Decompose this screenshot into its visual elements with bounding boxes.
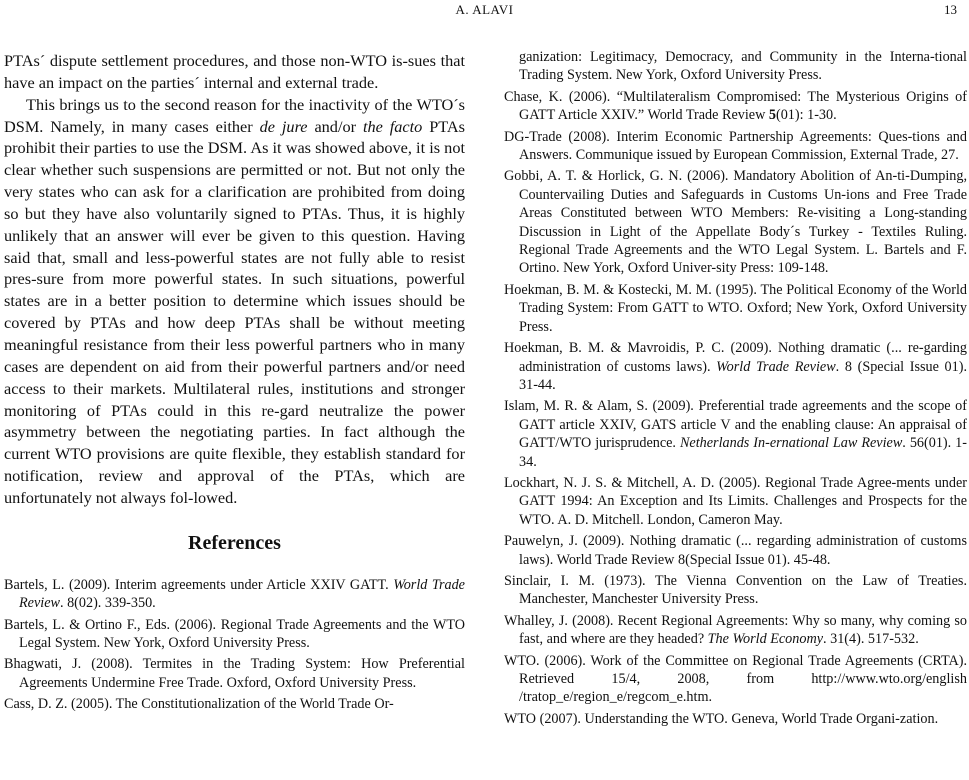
paragraph-italic-text: de jure	[259, 116, 308, 136]
reference-text: Pauwelyn, J. (2009). Nothing dramatic (... regarding administration of customs laws). World Trade Review 8(Special Issue 01). 45-48.	[504, 533, 967, 568]
reference-text: WTO. (2006). Work of the Committee on Regional Trade Agreements (CRTA). Retrieved 15/4, 2008, from http://www.wto.org/english /tratop_e/region_e/regcom_e.htm.	[504, 652, 967, 706]
reference-continuation: ganization: Legitimacy, Democracy, and Community in the Interna-tional Trading System. New York, Oxford University Press.	[519, 49, 967, 84]
paragraph-text: and/or	[307, 116, 363, 136]
reference-text: Bartels, L. (2009). Interim agreements under Article XXIV GATT.	[4, 576, 394, 593]
left-column	[4, 50, 465, 717]
reference-text: (01): 1-30.	[775, 107, 837, 124]
reference-entry	[504, 339, 967, 394]
reference-entry	[504, 612, 967, 649]
reference-entry	[504, 572, 967, 609]
reference-journal: World Trade Review	[19, 576, 465, 612]
reference-entry	[4, 576, 465, 613]
reference-entry	[4, 655, 465, 692]
reference-text: Whalley, J. (2008). Recent Regional Agreements: Why so many, why coming so fast, and where are they headed?	[504, 612, 967, 648]
reference-text: WTO (2007). Understanding the WTO. Geneva, World Trade Organi-zation.	[504, 710, 939, 727]
reference-entry	[4, 616, 465, 653]
reference-journal: Netherlands In-ernational Law Review	[679, 435, 903, 452]
reference-entry	[504, 88, 967, 125]
reference-entry	[504, 281, 967, 336]
reference-text: . 8(02). 339-350.	[59, 595, 156, 612]
running-header-author: A. ALAVI	[455, 2, 514, 17]
reference-text: Lockhart, N. J. S. & Mitchell, A. D. (2005). Regional Trade Agree-ments under GATT 1994: An Exception and Its Limits. Challenges and Prospects for the WTO. A. D. Mitchell. London, Cameron May.	[504, 474, 967, 528]
reference-text: Sinclair, I. M. (1973). The Vienna Convention on the Law of Treaties. Manchester, Manchester University Press.	[504, 572, 967, 608]
reference-journal: World Trade Review	[716, 358, 836, 375]
reference-text: Islam, M. R. & Alam, S. (2009). Preferential trade agreements and the scope of GATT article XXIV, GATS article V and the enabling clause: An appraisal of GATT/WTO jurisprudence.	[504, 398, 967, 452]
reference-text: Chase, K. (2006). “Multilateralism Compromised: The Mysterious Origins of GATT Article XXIV.” World Trade Review	[504, 88, 967, 124]
paragraph-text: PTAs prohibit their parties to use the DSM. As it was showed above, it is not clear whether such suspensions are permitted or not. But not only the very states who can ask for a clarification are prohibited from doing so but they have also voluntarily signed to PTAs. Thus, it is highly unlikely that an answer will ever be given to this question. Having said that, small and less-powerful states are not fully able to resist pres-sure from more powerful states. In such situations, powerful states are in a better position to determine which issues should be covered by PTAs and how deep PTAs shall be without meeting meaningful resistance from their less powerful partners who in many cases are dependent on aid from their powerful partners and/or need access to their markets. Multilateral rules, institutions and stronger monitoring of PTAs could in this re-gard neutralize the power asymmetry between the negotiating parties. In fact although the current WTO provisions are quite flexible, they establish standard for notification, review and approval of the PTAs, which are unfortunately not always fol-lowed.	[4, 116, 466, 507]
reference-volume: 5	[768, 107, 776, 124]
reference-entry	[4, 695, 465, 713]
paragraph-italic-text: the facto	[362, 116, 423, 136]
reference-text: Hoekman, B. M. & Kostecki, M. M. (1995). The Political Economy of the World Trading System: From GATT to WTO. Oxford; New York, Oxford University Press.	[504, 281, 967, 335]
reference-entry	[504, 474, 967, 529]
references-heading: References	[188, 531, 281, 554]
reference-entry	[504, 128, 967, 165]
body-paragraph-2	[4, 94, 465, 509]
reference-text: DG-Trade (2008). Interim Economic Partnership Agreements: Ques-tions and Answers. Communique issued by European Commission, External Trade, 27.	[504, 128, 967, 164]
reference-text: Bhagwati, J. (2008). Termites in the Trading System: How Preferential Agreements Undermine Free Trade. Oxford, Oxford University Press.	[4, 656, 465, 691]
page-number: 13	[944, 2, 957, 17]
reference-entry	[504, 652, 967, 707]
reference-text: . 8 (Special Issue 01). 31-44.	[519, 358, 967, 393]
reference-journal: The World Economy	[707, 631, 823, 648]
paragraph-text: This brings us to the second reason for the inactivity of the WTO´s DSM. Namely, in many cases either	[4, 94, 465, 136]
reference-text: Gobbi, A. T. & Horlick, G. N. (2006). Mandatory Abolition of An-ti-Dumping, Countervailing Duties and Safeguards in Customs Un-ions and Free Trade Areas Constituted between WTO Members: Re-visiting a Long-standing Discussion in Light of the Appellate Body´s Turkey - Textiles Ruling. Regional Trade Agreements and the WTO Legal System. L. Bartels and F. Ortino. New York, Oxford Univer-sity Press: 109-148.	[504, 168, 967, 277]
right-column	[504, 48, 967, 731]
reference-text: . 31(4). 517-532.	[823, 631, 919, 648]
reference-text: Hoekman, B. M. & Mavroidis, P. C. (2009). Nothing dramatic (... re-garding administration of customs laws).	[504, 340, 967, 375]
reference-text: . 56(01). 1-34.	[519, 435, 967, 470]
reference-entry	[504, 532, 967, 569]
reference-entry	[504, 167, 967, 277]
reference-entry	[504, 710, 967, 728]
body-paragraph-1: PTAs´ dispute settlement procedures, and those non-WTO is-sues that have an impact on the parties´ internal and external trade.	[4, 51, 465, 92]
reference-text: Cass, D. Z. (2005). The Constitutionalization of the World Trade Or-	[4, 696, 394, 713]
reference-text: Bartels, L. & Ortino F., Eds. (2006). Regional Trade Agreements and the WTO Legal System. New York, Oxford University Press.	[4, 616, 465, 651]
reference-entry	[504, 397, 967, 471]
